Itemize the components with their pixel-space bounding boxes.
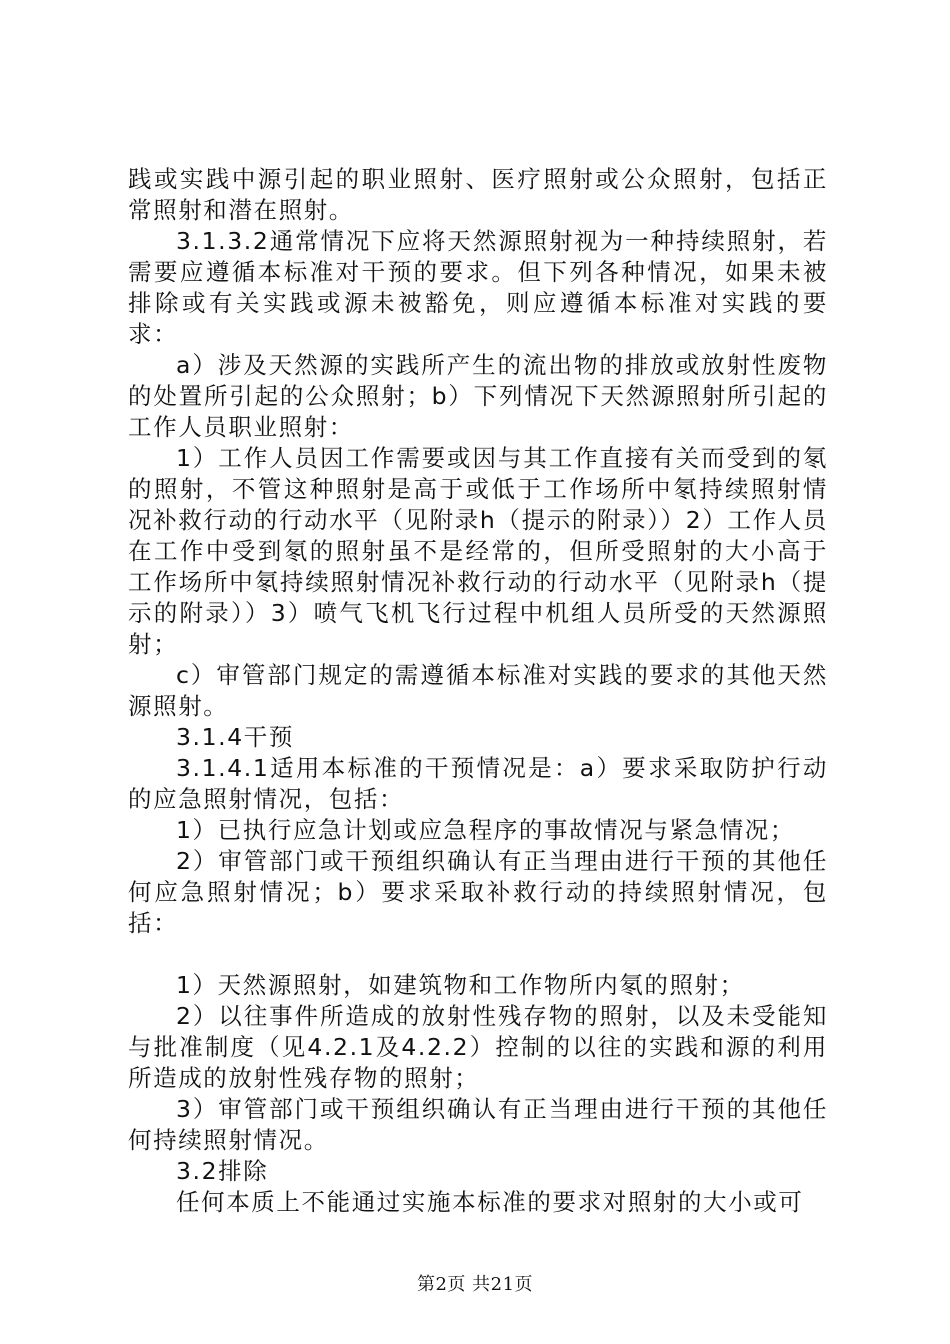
paragraph-3: a）涉及天然源的实践所产生的流出物的排放或放射性废物的处置所引起的公众照射；b）下列情况下天然源照射所引起的工作人员职业照射： — [128, 351, 828, 441]
paragraph-gap — [128, 939, 828, 970]
paragraph-4: 1）工作人员因工作需要或因与其工作直接有关而受到的氡的照射，不管这种照射是高于或低于工作场所中氡持续照射情况补救行动的行动水平（见附录h（提示的附录））2）工作人员在工作中受到氡的照射虽不是经常的，但所受照射的大小高于工作场所中氡持续照射情况补救行动的行动水平（见附录h（提示的附录））3）喷气飞机飞行过程中机组人员所受的天然源照射； — [128, 444, 828, 658]
paragraph-9: 1）天然源照射，如建筑物和工作物所内氡的照射； — [176, 971, 745, 999]
paragraph-6: 3.1.4.1适用本标准的干预情况是：a）要求采取防护行动的应急照射情况，包括： — [128, 754, 828, 813]
paragraph-11: 3）审管部门或干预组织确认有正当理由进行干预的其他任何持续照射情况。 — [128, 1095, 828, 1154]
paragraph-8: 2）审管部门或干预组织确认有正当理由进行干预的其他任何应急照射情况；b）要求采取补救行动的持续照射情况，包括： — [128, 847, 828, 937]
paragraph-10: 2）以往事件所造成的放射性残存物的照射，以及未受能知与批准制度（见4.2.1及4.2.2）控制的以往的实践和源的利用所造成的放射性残存物的照射； — [128, 1002, 828, 1092]
paragraph-7: 1）已执行应急计划或应急程序的事故情况与紧急情况； — [176, 816, 795, 844]
paragraph-12: 任何本质上不能通过实施本标准的要求对照射的大小或可 — [176, 1188, 804, 1216]
document-body — [128, 164, 828, 1218]
paragraph-2: 3.1.3.2通常情况下应将天然源照射视为一种持续照射，若需要应遵循本标准对干预的要求。但下列各种情况，如果未被排除或有关实践或源未被豁免，则应遵循本标准对实践的要求： — [128, 227, 828, 348]
section-heading-3-2: 3.2排除 — [176, 1157, 269, 1185]
paragraph-5: c）审管部门规定的需遵循本标准对实践的要求的其他天然源照射。 — [128, 661, 828, 720]
section-heading-3-1-4: 3.1.4干预 — [176, 723, 294, 751]
page-footer: 第2页 共21页 — [416, 1274, 534, 1295]
paragraph-1: 践或实践中源引起的职业照射、医疗照射或公众照射，包括正常照射和潜在照射。 — [128, 165, 828, 224]
